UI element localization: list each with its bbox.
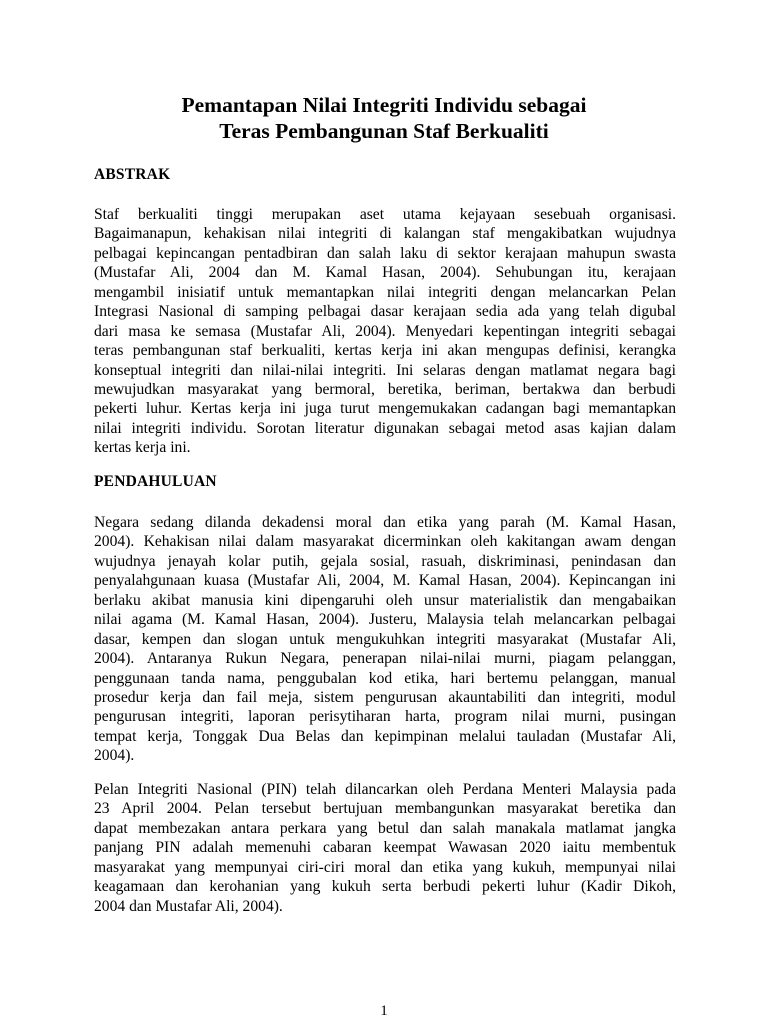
text-line: teras pembangunan staf berkualiti, kertas kerja ini akan mengupas definisi, kerangka — [94, 342, 676, 360]
text-line: panjang PIN adalah memenuhi cabaran keempat Wawasan 2020 iaitu membentuk — [94, 839, 676, 857]
text-line: penggunaan tanda nama, penggubalan kod etika, hari bertemu pelanggan, manual — [94, 669, 676, 687]
abstract-paragraph — [94, 205, 676, 458]
text-line: penyalahgunaan kuasa (Mustafar Ali, 2004, M. Kamal Hasan, 2004). Kepincangan ini — [94, 572, 676, 590]
text-line: 2004). Antaranya Rukun Negara, penerapan nilai-nilai murni, piagam pelanggan, — [94, 650, 676, 668]
title-line: Teras Pembangunan Staf Berkualiti — [219, 119, 549, 143]
text-line: Integrasi Nasional di samping pelbagai dasar kerajaan sedia ada yang telah digubal — [94, 303, 676, 321]
text-line: Bagaimanapun, kehakisan nilai integriti di kalangan staf mengakibatkan wujudnya — [94, 225, 676, 243]
text-line: 2004 dan Mustafar Ali, 2004). — [94, 897, 283, 915]
text-line: tempat kerja, Tonggak Dua Belas dan kepimpinan melalui tauladan (Mustafar Ali, — [94, 727, 676, 745]
text-line: Pelan Integriti Nasional (PIN) telah dilancarkan oleh Perdana Menteri Malaysia pada — [94, 781, 676, 798]
text-line: berlaku akibat manusia kini dipengaruhi oleh unsur materialistik dan mengabaikan — [94, 591, 676, 609]
text-line: nilai agama (M. Kamal Hasan, 2004). Justeru, Malaysia telah melancarkan pelbagai — [94, 611, 676, 629]
text-line: wujudnya jenayah kolar putih, gejala sosial, rasuah, diskriminasi, penindasan dan — [94, 552, 676, 570]
text-line: pelbagai kepincangan pentadbiran dan salah laku di sektor kerajaan mahupun swasta — [94, 244, 676, 262]
document-title — [0, 92, 768, 144]
text-line: mengambil inisiatif untuk memantapkan nilai integriti dengan melancarkan Pelan — [94, 283, 676, 301]
text-line: dapat membezakan antara perkara yang betul dan salah manakala matlamat jangka — [94, 819, 676, 837]
text-line: keagamaan dan kerohanian yang kukuh serta berbudi pekerti luhur (Kadir Dikoh, — [94, 878, 676, 896]
title-line: Pemantapan Nilai Integriti Individu sebagai — [181, 93, 587, 117]
text-line: pengurusan integriti, laporan perisytiharan harta, program nilai murni, pusingan — [94, 708, 676, 726]
text-line: nilai integriti individu. Sorotan literatur digunakan sebagai metod asas kajian dalam — [94, 419, 676, 437]
text-line: 2004). Kehakisan nilai dalam masyarakat dicerminkan oleh kakitangan awam dengan — [94, 533, 676, 551]
text-line: kertas kerja ini. — [94, 439, 191, 457]
section-heading-pendahuluan: PENDAHULUAN — [94, 473, 217, 490]
text-line: pekerti luhur. Kertas kerja ini juga turut mengemukakan cadangan bagi memantapkan — [94, 400, 676, 418]
text-line: dasar, kempen dan slogan untuk mengukuhkan integriti masyarakat (Mustafar Ali, — [94, 630, 676, 648]
text-line: (Mustafar Ali, 2004 dan M. Kamal Hasan, 2004). Sehubungan itu, kerajaan — [94, 264, 676, 282]
text-line: konseptual integriti dan nilai-nilai integriti. Ini selaras dengan matlamat negara bagi — [94, 361, 676, 379]
section-heading-abstrak: ABSTRAK — [94, 166, 171, 183]
text-line: 23 April 2004. Pelan tersebut bertujuan membangunkan masyarakat beretika dan — [94, 800, 676, 818]
text-line: prosedur kerja dan fail meja, sistem pengurusan akauntabiliti dan integriti, modul — [94, 688, 676, 706]
text-line: dari masa ke semasa (Mustafar Ali, 2004). Menyedari kepentingan integriti sebagai — [94, 322, 676, 340]
text-line: 2004). — [94, 747, 135, 765]
introduction-paragraph — [94, 513, 676, 766]
text-line: Staf berkualiti tinggi merupakan aset utama kejayaan sesebuah organisasi. — [94, 206, 676, 223]
page-number: 1 — [380, 1003, 388, 1019]
text-line: mewujudkan masyarakat yang bermoral, beretika, beriman, bertakwa dan berbudi — [94, 380, 676, 398]
text-line: Negara sedang dilanda dekadensi moral dan etika yang parah (M. Kamal Hasan, — [94, 514, 676, 531]
text-line: masyarakat yang mempunyai ciri-ciri moral dan etika yang kukuh, mempunyai nilai — [94, 858, 676, 876]
pin-paragraph — [94, 780, 676, 916]
